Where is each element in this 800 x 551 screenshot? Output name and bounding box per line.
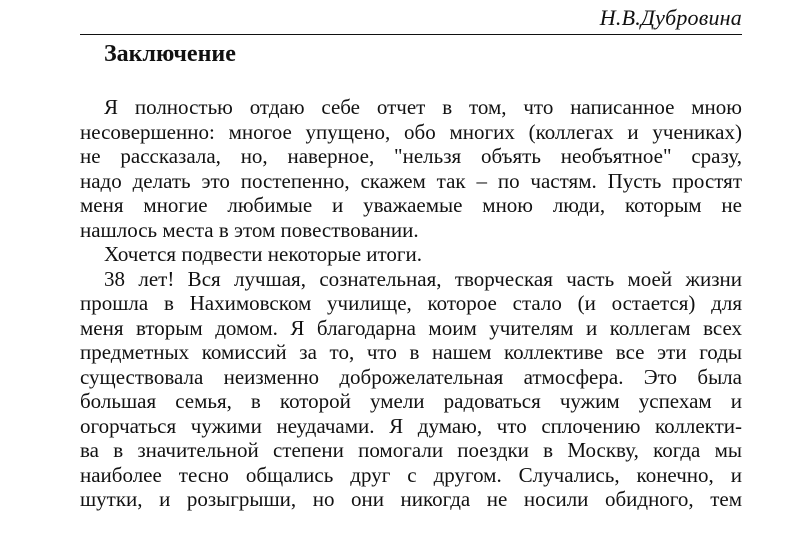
page-title: Заключение: [104, 41, 236, 67]
text-line: нашлось места в этом повествовании.: [80, 217, 419, 242]
text-line: надо делать это постепенно, скажем так – по частям. Пусть простят: [80, 168, 742, 193]
text-line: огорчаться чужими неудачами. Я думаю, что сплочению коллекти-: [80, 413, 742, 438]
text-line: наиболее тесно общались друг с другом. Случались, конечно, и: [80, 462, 742, 487]
text-line: несовершенно: многое упущено, обо многих (коллегах и учениках): [80, 119, 742, 144]
text-line: предметных комиссий за то, что в нашем коллективе все эти годы: [80, 340, 742, 364]
text-line: ва в значительной степени помогали поездки в Москву, когда мы: [80, 438, 742, 462]
text-line: Хочется подвести некоторые итоги.: [104, 242, 423, 266]
text-line: прошла в Нахимовском училище, которое стало (и остается) для: [80, 291, 742, 315]
text-line: 38 лет! Вся лучшая, сознательная, творческая часть моей жизни: [104, 266, 742, 291]
text-line: существовала неизменно доброжелательная атмосфера. Это была: [80, 364, 742, 389]
text-line: меня многие любимые и уважаемые мною люди, которым не: [80, 193, 742, 217]
text-line: шутки, и розыгрыши, но они никогда не носили обидного, тем: [80, 487, 742, 511]
text-line: Я полностью отдаю себе отчет в том, что написанное мною: [104, 95, 742, 119]
text-line: меня вторым домом. Я благодарна моим учителям и коллегам всех: [80, 315, 742, 340]
text-line: не рассказала, но, наверное, "нельзя объять необъятное" сразу,: [80, 144, 742, 168]
body-text: [80, 95, 742, 512]
header-author: Н.В.Дубровина: [599, 5, 742, 30]
text-line: большая семья, в которой умели радоваться чужим успехам и: [80, 389, 742, 413]
running-header: [80, 0, 742, 35]
